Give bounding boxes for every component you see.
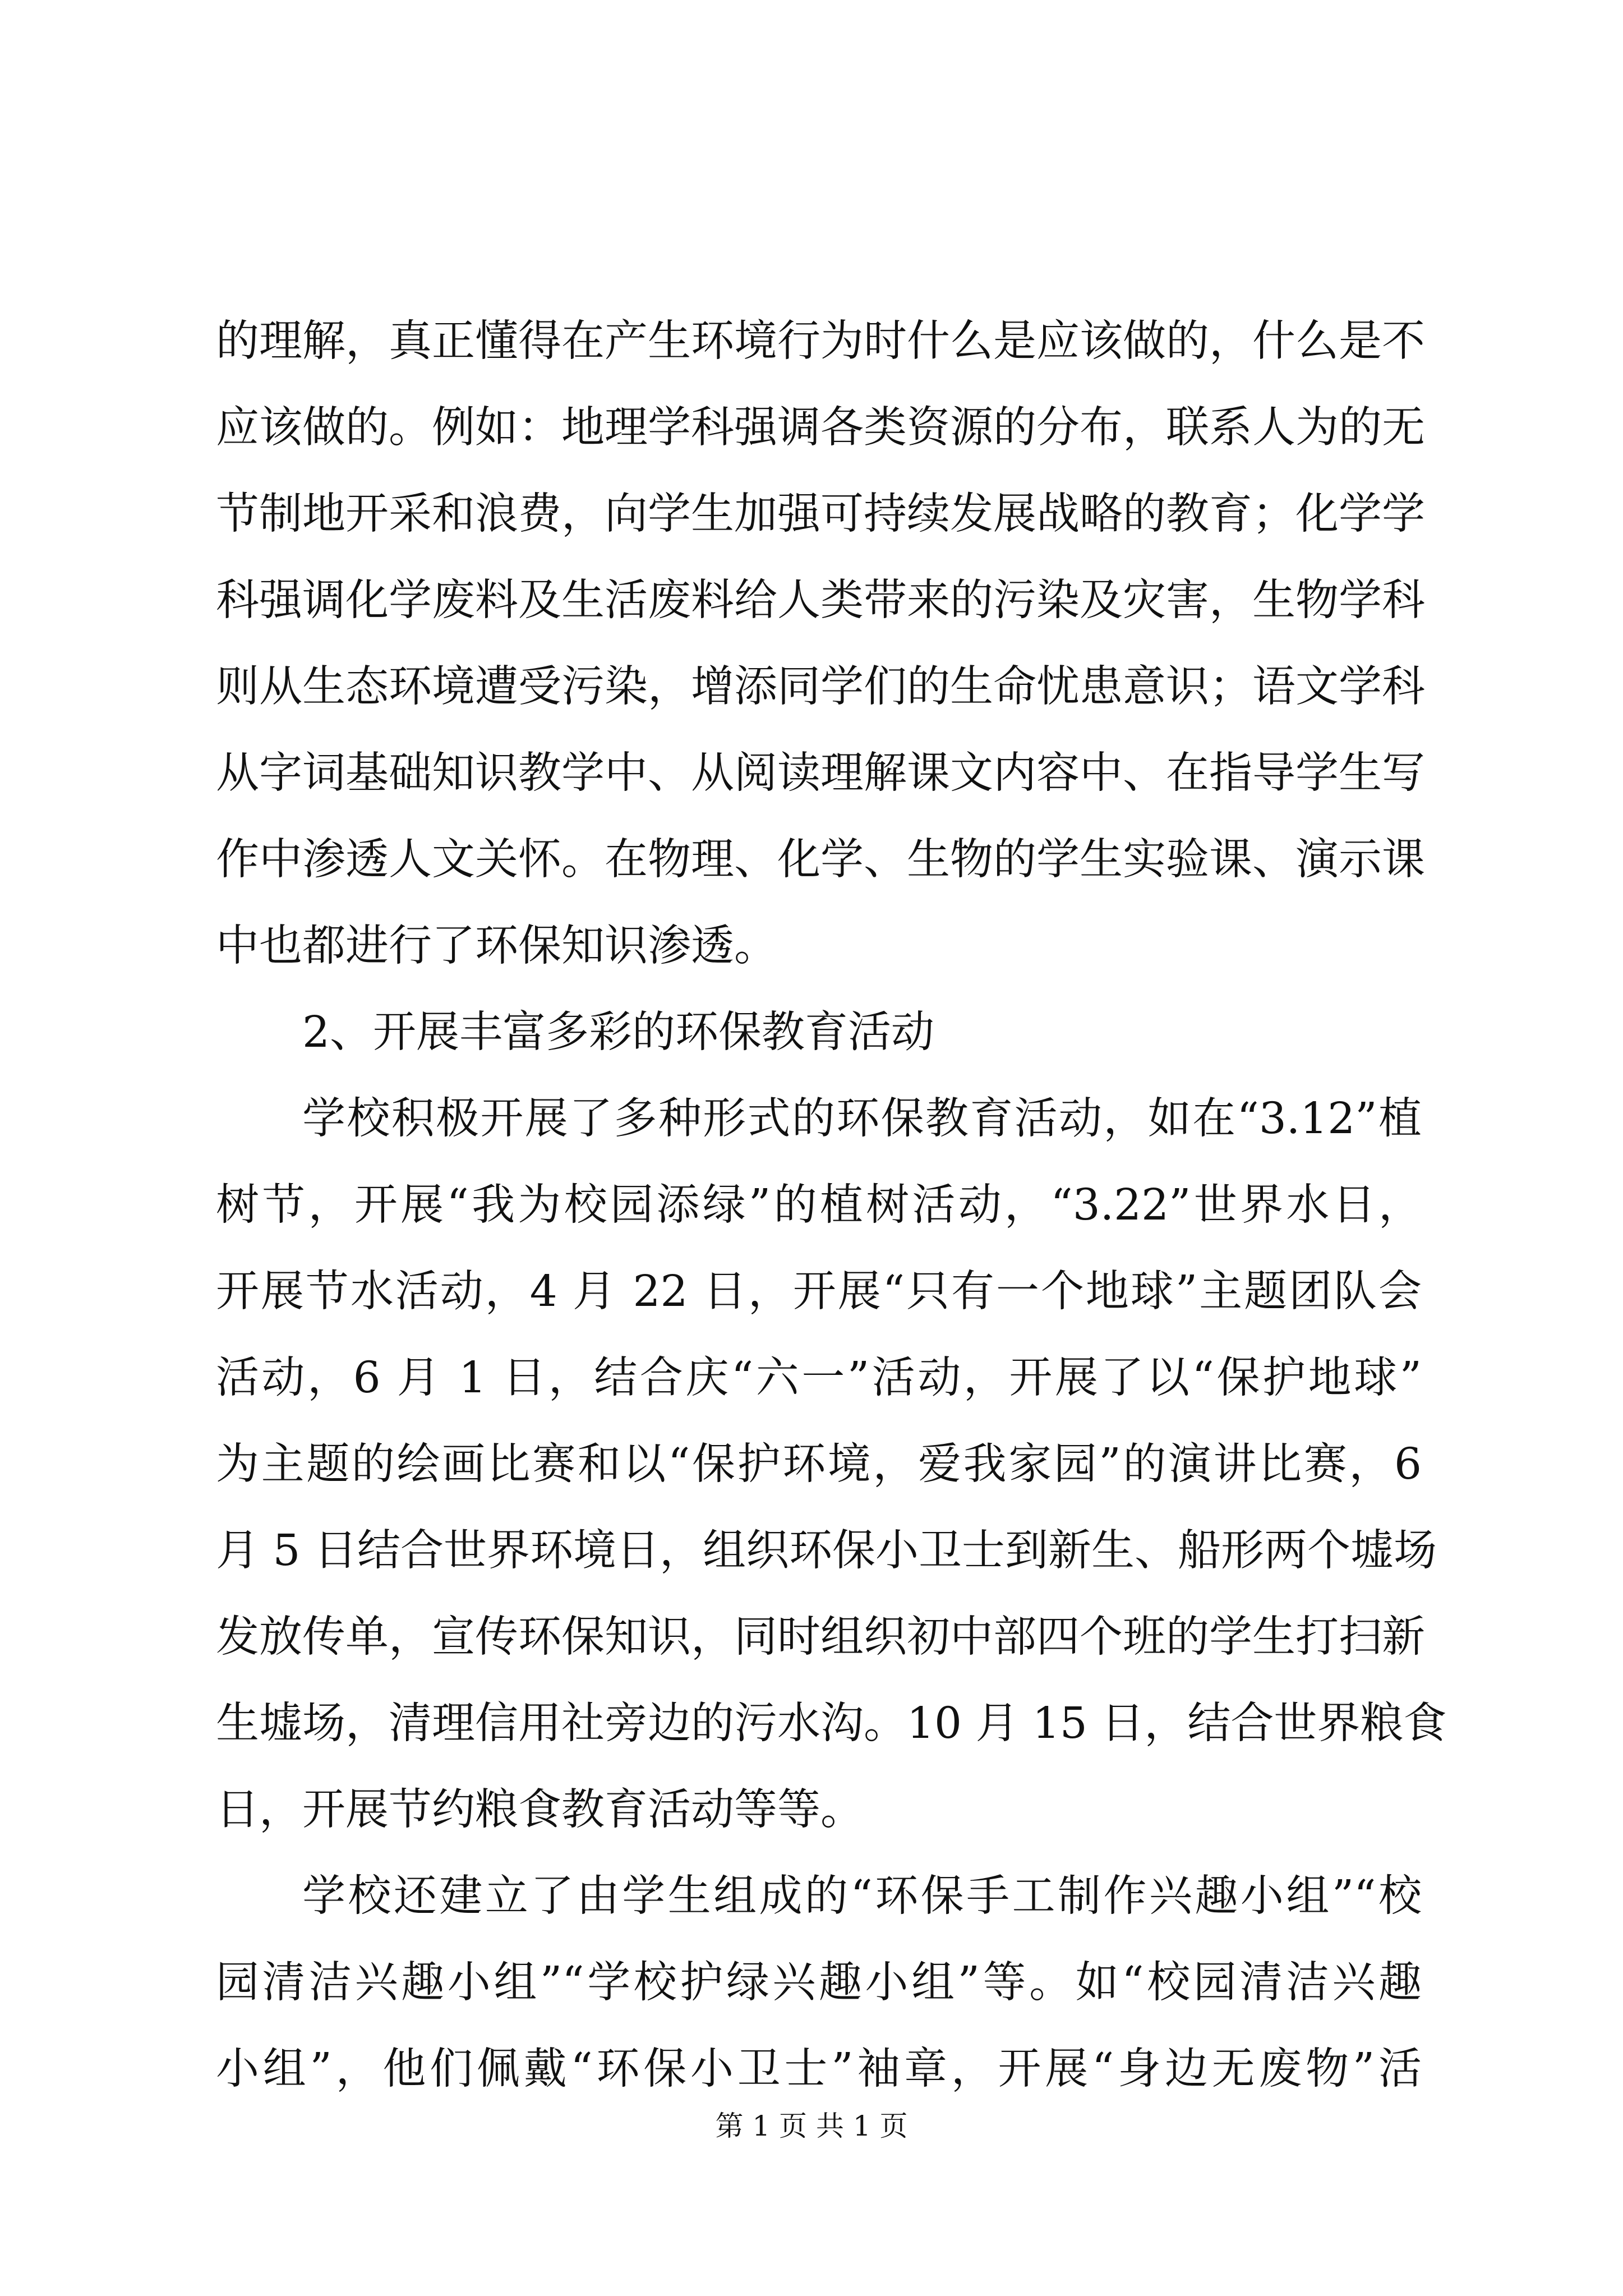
text-line: 树节，开展“我为校园添绿”的植树活动，“3.22”世界水日， [216, 1180, 1422, 1230]
page-footer: 第 1 页 共 1 页 [715, 2110, 908, 2142]
text-line: 为主题的绘画比赛和以“保护环境，爱我家园”的演讲比赛，6 [216, 1439, 1422, 1489]
text-line: 应该做的。例如：地理学科强调各类资源的分布，联系人为的无 [216, 403, 1425, 453]
text-line: 从字词基础知识教学中、从阅读理解课文内容中、在指导学生写 [216, 748, 1425, 798]
text-line: 开展节水活动，4 月 22 日，开展“只有一个地球”主题团队会 [216, 1267, 1422, 1317]
text-line: 的理解，真正懂得在产生环境行为时什么是应该做的，什么是不 [216, 316, 1425, 366]
text-line: 中也都进行了环保知识渗透。 [216, 921, 777, 971]
text-line: 学校还建立了由学生组成的“环保手工制作兴趣小组”“校 [302, 1871, 1422, 1921]
text-line: 日，开展节约粮食教育活动等等。 [216, 1785, 864, 1835]
text-line: 发放传单，宣传环保知识，同时组织初中部四个班的学生打扫新 [216, 1612, 1425, 1662]
text-line: 则从生态环境遭受污染，增添同学们的生命忧患意识；语文学科 [216, 662, 1425, 712]
text-line: 学校积极开展了多种形式的环保教育活动，如在“3.12”植 [302, 1094, 1422, 1144]
text-line: 2、开展丰富多彩的环保教育活动 [302, 1007, 934, 1057]
text-line: 园清洁兴趣小组”“学校护绿兴趣小组”等。如“校园清洁兴趣 [216, 1958, 1422, 2008]
text-line: 月 5 日结合世界环境日，组织环保小卫士到新生、船形两个墟场 [216, 1526, 1437, 1576]
text-line: 小组”，他们佩戴“环保小卫士”袖章，开展“身边无废物”活 [216, 2044, 1422, 2094]
text-line: 作中渗透人文关怀。在物理、化学、生物的学生实验课、演示课 [216, 835, 1425, 885]
text-line: 科强调化学废料及生活废料给人类带来的污染及灾害，生物学科 [216, 576, 1425, 625]
text-line: 活动，6 月 1 日，结合庆“六一”活动，开展了以“保护地球” [216, 1353, 1422, 1403]
text-line: 生墟场，清理信用社旁边的污水沟。10 月 15 日，结合世界粮食 [216, 1699, 1447, 1749]
text-line: 节制地开采和浪费，向学生加强可持续发展战略的教育；化学学 [216, 489, 1425, 539]
document-body [216, 298, 1447, 2113]
